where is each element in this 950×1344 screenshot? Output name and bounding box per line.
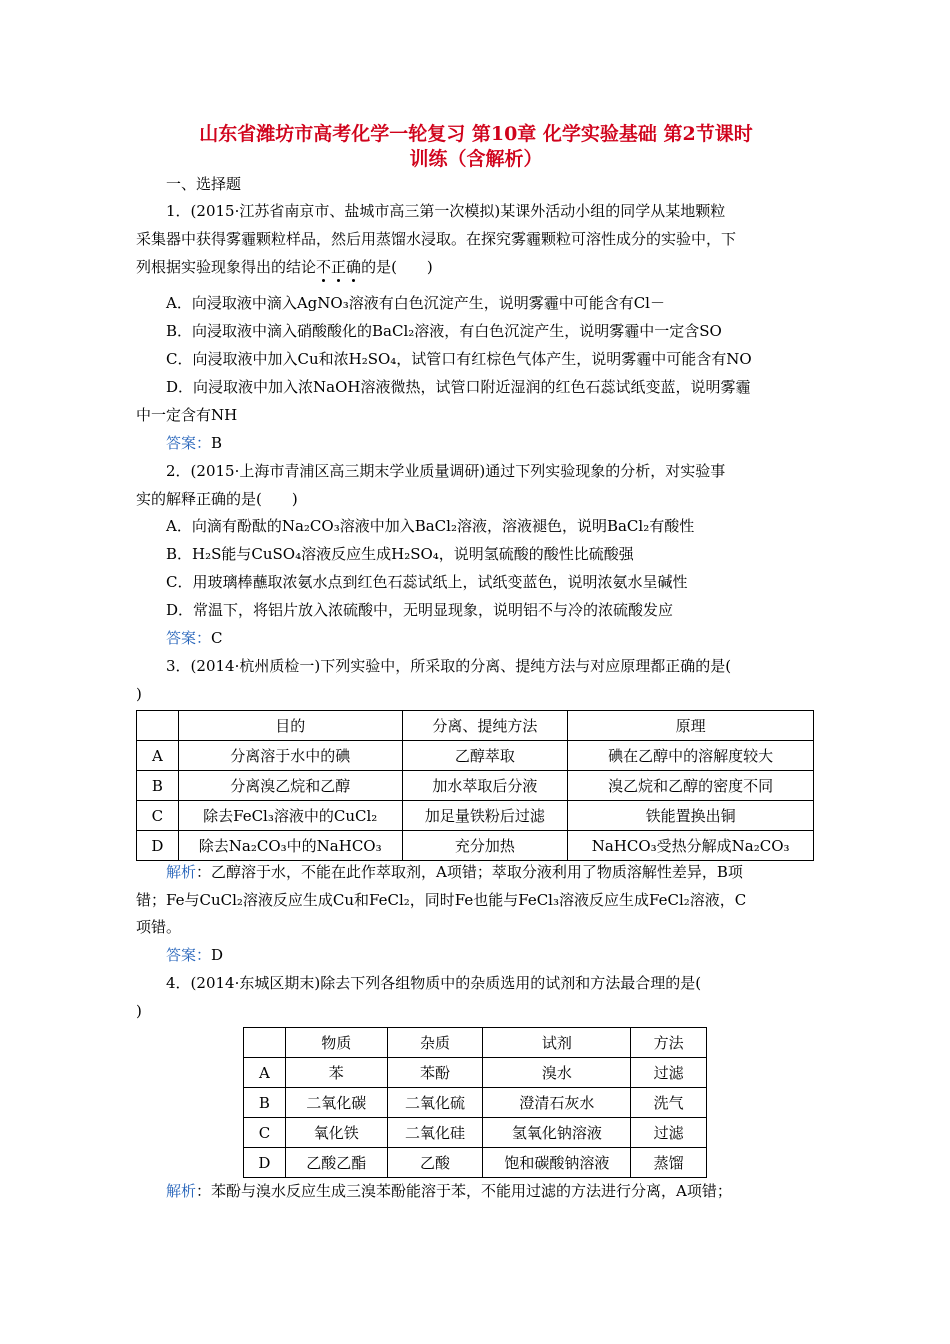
q3-table bbox=[136, 710, 814, 861]
q4-stem-line2: ) bbox=[136, 1002, 142, 1020]
q4-table bbox=[243, 1027, 707, 1178]
q3-stem-line2: ) bbox=[136, 685, 142, 703]
q2-answer: 答案：C bbox=[166, 629, 223, 647]
table-cell: 乙酸 bbox=[387, 1148, 483, 1178]
q2-option-a: A．向滴有酚酞的Na₂CO₃溶液中加入BaCl₂溶液，溶液褪色，说明BaCl₂有酸性 bbox=[166, 517, 695, 535]
table-cell: 过滤 bbox=[631, 1058, 707, 1088]
q3-analysis-line3: 项错。 bbox=[136, 918, 182, 936]
table-header-cell: 分离、提纯方法 bbox=[402, 711, 568, 741]
table-cell: A bbox=[244, 1058, 286, 1088]
table-row bbox=[137, 741, 814, 771]
table-header-cell: 方法 bbox=[631, 1028, 707, 1058]
section-heading: 一、选择题 bbox=[166, 175, 242, 193]
table-cell: 二氧化硅 bbox=[387, 1118, 483, 1148]
table-row bbox=[244, 1148, 707, 1178]
table-cell: 铁能置换出铜 bbox=[568, 801, 814, 831]
emphasis-dot-char: 确 bbox=[346, 258, 362, 276]
table-cell: 溴乙烷和乙醇的密度不同 bbox=[568, 771, 814, 801]
table-cell: 充分加热 bbox=[402, 831, 568, 861]
table-cell: D bbox=[137, 831, 179, 861]
q1-option-b: B．向浸取液中滴入硝酸酸化的BaCl₂溶液，有白色沉淀产生，说明雾霾中一定含SO bbox=[166, 322, 722, 340]
table-row bbox=[244, 1118, 707, 1148]
table-cell: 除去FeCl₃溶液中的CuCl₂ bbox=[178, 801, 402, 831]
q1-option-d-line1: D．向浸取液中加入浓NaOH溶液微热，试管口附近湿润的红色石蕊试纸变蓝，说明雾霾 bbox=[166, 378, 751, 396]
table-cell: D bbox=[244, 1148, 286, 1178]
table-cell: C bbox=[244, 1118, 286, 1148]
table-cell: 碘在乙醇中的溶解度较大 bbox=[568, 741, 814, 771]
table-header-cell bbox=[137, 711, 179, 741]
table-cell: 分离溴乙烷和乙醇 bbox=[178, 771, 402, 801]
table-cell: 加水萃取后分液 bbox=[402, 771, 568, 801]
q2-option-b: B．H₂S能与CuSO₄溶液反应生成H₂SO₄，说明氢硫酸的酸性比硫酸强 bbox=[166, 545, 634, 563]
table-row bbox=[137, 801, 814, 831]
table-cell: 苯 bbox=[285, 1058, 387, 1088]
table-row bbox=[244, 1058, 707, 1088]
q3-answer: 答案：D bbox=[166, 946, 224, 964]
q3-analysis-line2: 错；Fe与CuCl₂溶液反应生成Cu和FeCl₂，同时Fe也能与FeCl₃溶液反应生成FeCl₂溶液，C bbox=[136, 891, 747, 909]
q3-stem-line1: 3．(2014·杭州质检一)下列实验中，所采取的分离、提纯方法与对应原理都正确的是( bbox=[166, 657, 732, 675]
table-cell: 澄清石灰水 bbox=[483, 1088, 631, 1118]
q1-option-c: C．向浸取液中加入Cu和浓H₂SO₄，试管口有红棕色气体产生，说明雾霾中可能含有NO bbox=[166, 350, 752, 368]
q2-option-c: C．用玻璃棒蘸取浓氨水点到红色石蕊试纸上，试纸变蓝色，说明浓氨水呈碱性 bbox=[166, 573, 688, 591]
table-row bbox=[137, 831, 814, 861]
q3-analysis-line1: 解析：乙醇溶于水，不能在此作萃取剂，A项错；萃取分液利用了物质溶解性差异，B项 bbox=[166, 863, 743, 881]
q1-option-a: A．向浸取液中滴入AgNO₃溶液有白色沉淀产生，说明雾霾中可能含有Cl－ bbox=[166, 294, 665, 312]
q4-stem-line1: 4．(2014·东城区期末)除去下列各组物质中的杂质选用的试剂和方法最合理的是( bbox=[166, 974, 702, 992]
table-cell: A bbox=[137, 741, 179, 771]
q1-stem-line1: 1．(2015·江苏省南京市、盐城市高三第一次模拟)某课外活动小组的同学从某地颗粒 bbox=[166, 202, 726, 220]
table-cell: 溴水 bbox=[483, 1058, 631, 1088]
table-cell: 蒸馏 bbox=[631, 1148, 707, 1178]
table-cell: 分离溶于水中的碘 bbox=[178, 741, 402, 771]
table-cell: 乙酸乙酯 bbox=[285, 1148, 387, 1178]
q1-option-d-line2: 中一定含有NH bbox=[136, 406, 238, 424]
table-cell: 二氧化硫 bbox=[387, 1088, 483, 1118]
table-cell: NaHCO₃受热分解成Na₂CO₃ bbox=[568, 831, 814, 861]
table-cell: 氢氧化钠溶液 bbox=[483, 1118, 631, 1148]
table-cell: 乙醇萃取 bbox=[402, 741, 568, 771]
table-header-cell: 物质 bbox=[285, 1028, 387, 1058]
table-header-cell bbox=[244, 1028, 286, 1058]
table-header-row bbox=[244, 1028, 707, 1058]
emphasis-dot-char: 不 bbox=[316, 258, 332, 276]
doc-title-line1: 山东省潍坊市高考化学一轮复习 第10章 化学实验基础 第2节课时 bbox=[199, 123, 753, 145]
q1-answer: 答案：B bbox=[166, 434, 223, 452]
emphasis-dot-char: 正 bbox=[331, 258, 347, 276]
table-cell: 过滤 bbox=[631, 1118, 707, 1148]
table-cell: 除去Na₂CO₃中的NaHCO₃ bbox=[178, 831, 402, 861]
table-row bbox=[244, 1088, 707, 1118]
q2-option-d: D．常温下，将铝片放入浓硫酸中，无明显现象，说明铝不与冷的浓硫酸发应 bbox=[166, 601, 674, 619]
table-header-cell: 目的 bbox=[178, 711, 402, 741]
q1-stem-line2: 采集器中获得雾霾颗粒样品，然后用蒸馏水浸取。在探究雾霾颗粒可溶性成分的实验中，下 bbox=[136, 230, 737, 248]
table-cell: B bbox=[244, 1088, 286, 1118]
table-header-cell: 原理 bbox=[568, 711, 814, 741]
table-cell: 加足量铁粉后过滤 bbox=[402, 801, 568, 831]
table-cell: B bbox=[137, 771, 179, 801]
q1-stem-line3: 列根据实验现象得出的结论不正确的是( ) bbox=[136, 258, 433, 276]
q2-stem-line2: 实的解释正确的是( ) bbox=[136, 490, 298, 508]
table-cell: 氧化铁 bbox=[285, 1118, 387, 1148]
table-cell: C bbox=[137, 801, 179, 831]
table-cell: 苯酚 bbox=[387, 1058, 483, 1088]
table-header-cell: 杂质 bbox=[387, 1028, 483, 1058]
table-cell: 饱和碳酸钠溶液 bbox=[483, 1148, 631, 1178]
table-row bbox=[137, 771, 814, 801]
table-cell: 二氧化碳 bbox=[285, 1088, 387, 1118]
table-header-cell: 试剂 bbox=[483, 1028, 631, 1058]
table-cell: 洗气 bbox=[631, 1088, 707, 1118]
q4-analysis-line1: 解析：苯酚与溴水反应生成三溴苯酚能溶于苯，不能用过滤的方法进行分离，A项错； bbox=[166, 1182, 732, 1200]
doc-title-line2: 训练（含解析） bbox=[409, 148, 543, 170]
table-header-row bbox=[137, 711, 814, 741]
q2-stem-line1: 2．(2015·上海市青浦区高三期末学业质量调研)通过下列实验现象的分析，对实验事 bbox=[166, 462, 726, 480]
